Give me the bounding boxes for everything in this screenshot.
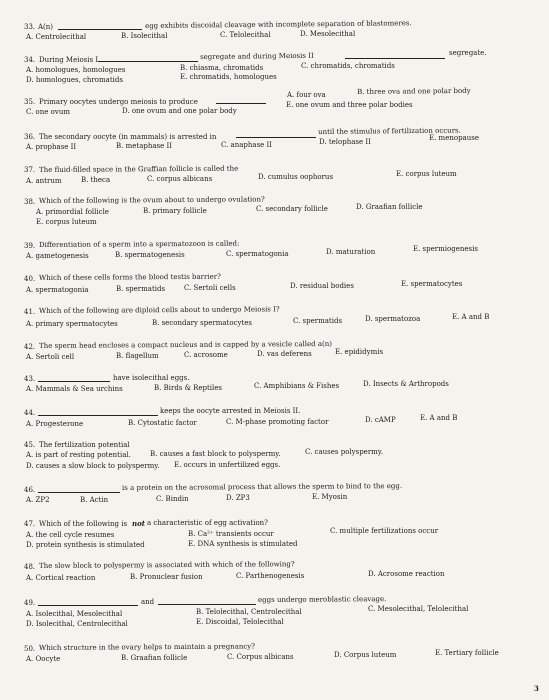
option-b: B. secondary spermatocytes [152,319,252,327]
option-a: A. Progesterone [26,420,84,428]
question-stem: have isolecithal eggs. [113,374,190,382]
option-b: B. spermatids [116,285,166,293]
option-d: D. Graafian follicle [356,203,423,211]
option-e: E. A and B [452,313,490,321]
option-b: B. metaphase II [116,142,173,150]
option-a: A. Mammals & Sea urchins [26,385,123,393]
option-b: B. Graafian follicle [121,654,188,662]
option-b: B. Ca²⁺ transients occur [188,530,274,538]
answer-blank [58,23,142,30]
question-stem: Which of the following are diploid cells about to undergo Meiosis I? [39,305,280,315]
option-c: C. causes polyspermy. [305,448,384,456]
question-number: 46. [24,486,36,494]
option-c: C. acrosome [184,351,228,359]
question-stem: The fertilization potential [39,441,130,449]
question-stem: The fluid-filled space in the Graffian follicle is called the [39,164,239,174]
question-stem: a characteristic of egg activation? [147,519,268,527]
option-d: D. cAMP [365,416,396,424]
question-stem: Which of these cells forms the blood testis barrier? [39,272,221,282]
question-number: 39. [24,242,36,250]
option-c: C. Sertoli cells [184,284,236,292]
question-stem: is a protein on the acrosomal process that allows the sperm to bind to the egg. [122,482,403,492]
option-b: B. Cytostatic factor [128,419,197,427]
option-a: A. is part of resting potential. [26,451,131,459]
question-number: 49. [24,599,36,607]
question-stem: and [141,598,155,606]
option-a: A. spermatogonia [26,286,89,294]
option-a: A. Sertoli cell [26,353,75,361]
option-c: C. one ovum [26,108,70,116]
option-a: A. gametogenesis [26,252,89,260]
option-a: A. primordial follicle [36,208,109,216]
option-b: B. Birds & Reptiles [154,384,222,392]
question-stem: Primary oocytes undergo meiosis to produce [39,98,198,106]
question-stem: egg exhibits discoidal cleavage with incomplete separation of blastomeres. [145,19,412,30]
option-d: D. spermatozoa [365,315,421,323]
option-e: E. DNA synthesis is stimulated [188,540,298,548]
option-e: E. one ovum and three polar bodies [286,101,413,109]
question-stem: Differentiation of a sperm into a spermatozoon is called: [39,239,240,249]
option-c: C. Parthenogenesis [236,572,305,580]
option-d: D. ZP3 [226,494,250,502]
option-c: C. chromatids, chromatids [301,62,395,70]
question-stem: until the stimulus of fertilization occurs. [318,126,461,136]
option-a: A. Cortical reaction [26,574,96,582]
question-stem: eggs undergo meroblastic cleavage. [258,595,387,604]
option-b: B. three ova and one polar body [357,86,471,96]
answer-blank [38,486,120,493]
option-b: B. Actin [80,496,109,504]
question-number: 50. [24,645,36,653]
option-d: D. Corpus luteum [334,651,397,659]
option-d: D. one ovum and one polar body [122,107,237,115]
option-d: D. cumulus oophorus [258,173,334,181]
option-a: A. Isolecithal, Mesolecithal [26,610,123,618]
option-d: D. Mesolecithal [300,30,356,38]
option-e: E. menopause [429,134,479,142]
option-e: E. A and B [420,414,458,422]
question-number: 41. [24,308,36,316]
question-stem: segregate. [449,49,487,57]
page-number: 3 [534,684,539,693]
option-e: E. Myosin [312,493,348,501]
option-a: A. ZP2 [26,496,50,504]
option-d: D. protein synthesis is stimulated [26,541,145,549]
option-d: D. causes a slow block to polyspermy. [26,462,160,470]
option-e: E. epididymis [335,348,384,356]
answer-blank [158,598,256,605]
question-number: 40. [24,275,36,283]
option-d: D. Insects & Arthropods [363,380,449,388]
option-e: E. corpus luteum [36,218,97,226]
question-number: 35. [24,98,36,106]
option-c: C. corpus albicans [147,175,213,183]
question-number: 44. [24,409,36,417]
question-number: 42. [24,343,36,351]
question-number: 33. [24,23,36,31]
option-a: A. primary spermatocytes [26,320,118,328]
answer-blank [216,97,266,104]
option-e: E. chromatids, homologues [180,73,277,81]
option-c: C. multiple fertilizations occur [330,527,439,535]
answer-blank [38,409,158,416]
option-a: A. Centrolecithal [26,33,87,41]
answer-blank [98,55,198,62]
option-d: D. homologues, chromatids [26,76,123,84]
option-e: E. Tertiary follicle [435,649,499,657]
question-stem: keeps the oocyte arrested in Meiosis II. [160,407,301,415]
option-c: C. Bindin [156,495,189,503]
question-stem: The slow block to polyspermy is associated with which of the following? [39,560,295,570]
option-d: D. telophase II [319,138,371,146]
option-c: C. Corpus albicans [227,653,294,661]
answer-blank [345,52,445,59]
option-a: A. homologues, homologues [26,66,126,74]
option-d: D. residual bodies [290,282,354,290]
option-c: C. secondary follicle [256,205,328,213]
question-number: 47. [24,520,36,528]
option-c: C. spermatogonia [226,250,289,258]
question-number: 34. [24,56,36,64]
answer-blank [38,599,138,606]
option-d: D. Acrosome reaction [368,570,445,578]
option-e: E. spermatocytes [401,280,463,288]
question-number: 38. [24,198,36,206]
answer-blank [236,131,316,138]
option-a: A. Oocyte [26,655,61,663]
option-b: B. chiasma, chromatids [180,64,264,72]
option-e: E. occurs in unfertilized eggs. [174,461,281,469]
option-e: E. spermiogenesis [413,245,478,253]
question-stem: Which structure in the ovary helps to maintain a pregnancy? [39,642,256,652]
question-number: 48. [24,563,36,571]
option-b: B. causes a fast block to polyspermy. [150,450,281,458]
option-c: C. Mesolecithal, Telolecithal [368,605,469,613]
option-a: A. the cell cycle resumes [26,531,115,539]
option-a: A. antrum [26,177,62,185]
question-stem: During Meiosis I [39,56,99,64]
answer-blank [38,375,110,382]
option-c: C. Amphibians & Fishes [254,382,340,390]
option-b: B. Isolecithal [121,32,168,40]
option-b: B. spermatogenesis [115,251,185,259]
question-emphasis: not [132,519,145,528]
question-stem: The sperm head encloses a compact nucleus and is capped by a vesicle called a(n) [39,339,332,350]
option-d: D. vas deferens [257,350,312,358]
question-stem: The secondary oocyte (in mammals) is arrested in [39,133,217,141]
option-b: B. Telolecithal, Centrolecithal [196,608,302,616]
question-stem: Which of the following is the ovum about to undergo ovulation? [39,195,265,205]
option-b: B. flagellum [116,352,159,360]
option-d: D. Isolecithal, Centrolecithal [26,620,128,628]
question-number: 43. [24,375,36,383]
option-a: A. prophase II [26,143,77,151]
option-e: E. corpus luteum [396,170,457,178]
option-e: E. Discoidal, Telolecithal [196,618,284,626]
option-d: D. maturation [326,248,376,256]
question-stem: segregate and during Meiosis II [200,51,314,61]
option-c: C. spermatids [293,317,343,325]
option-a: A. four ova [287,91,326,99]
option-c: C. M-phase promoting factor [226,418,329,426]
option-b: B. Pronuclear fusion [130,573,203,581]
option-c: C. anaphase II [221,141,273,149]
question-number: 45. [24,441,36,449]
option-b: B. theca [81,176,111,184]
question-number: 36. [24,133,36,141]
question-stem: Which of the following is [39,520,128,528]
option-b: B. primary follicle [143,207,207,215]
question-number: 37. [24,166,36,174]
option-c: C. Telolecithal [220,31,271,39]
question-stem: A(n) [38,23,54,31]
